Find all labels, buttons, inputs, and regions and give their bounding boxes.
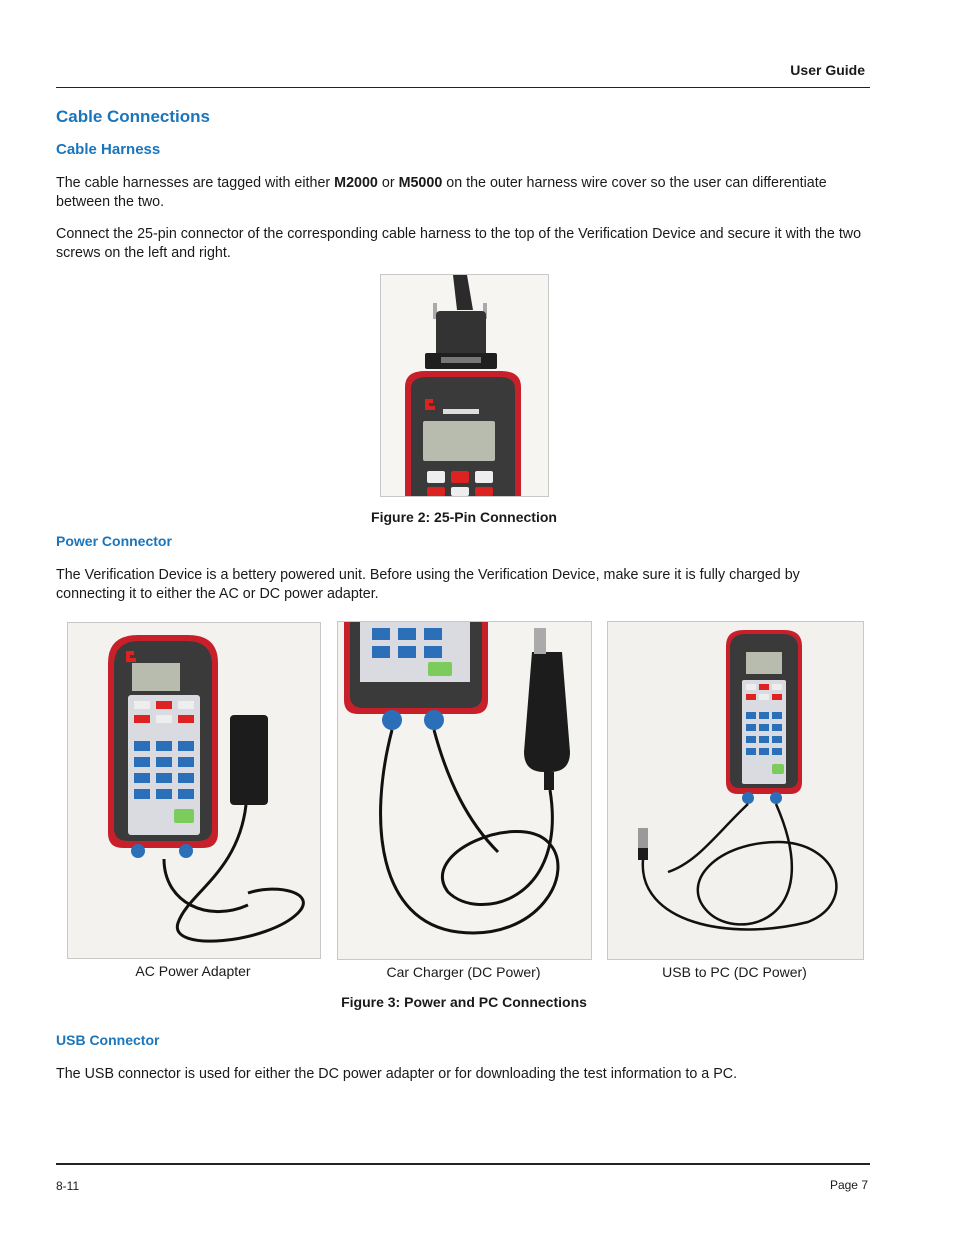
device-with-ac-adapter-illustration [68,623,320,958]
figure-3-photo-car-charger [337,621,592,960]
text-run: The cable harnesses are tagged with either [56,175,335,191]
device-with-usb-cable-illustration [608,622,863,959]
power-connector-paragraph: The Verification Device is a bettery powered unit. Before using the Verification Device, make sure it is fully charged by connecting it to either the AC or DC power adapter. [56,567,800,602]
bold-m5000: M5000 [398,175,443,191]
footer-page-number: Page 7 [829,1178,868,1192]
figure-3-caption: Figure 3: Power and PC Connections [341,994,587,1010]
device-with-car-charger-illustration [338,622,591,959]
subsection-title-usb-connector: USB Connector [56,1032,160,1048]
figure-3-photo-usb-pc [607,621,864,960]
figure-2-caption: Figure 2: 25-Pin Connection [371,509,557,525]
figure-3-label-car: Car Charger (DC Power) [386,964,541,980]
figure-3-photo-ac-adapter [67,622,321,959]
footer-rule [56,1163,870,1165]
device-25pin-illustration [381,275,548,496]
usb-connector-paragraph: The USB connector is used for either the DC power adapter or for downloading the test information to a PC. [56,1066,738,1082]
text-run: on the outer harness wire cover so the user can differentiate between the two. [56,175,827,210]
subsection-title-power-connector: Power Connector [56,533,172,549]
figure-3-label-usb: USB to PC (DC Power) [662,964,807,980]
running-header: User Guide [790,62,865,78]
section-title: Cable Connections [56,107,210,126]
cable-harness-paragraph-1 [56,174,866,212]
figure-2-photo [380,274,549,497]
figure-3-label-ac: AC Power Adapter [135,963,251,979]
subsection-title-cable-harness: Cable Harness [56,141,161,158]
header-rule [56,87,870,88]
bold-m2000: M2000 [334,175,378,191]
footer-doc-number: 8-11 [56,1179,80,1193]
text-run: or [377,175,399,191]
cable-harness-paragraph-2: Connect the 25-pin connector of the corresponding cable harness to the top of the Verification Device and secure it with the two screws on the left and right. [56,226,862,261]
